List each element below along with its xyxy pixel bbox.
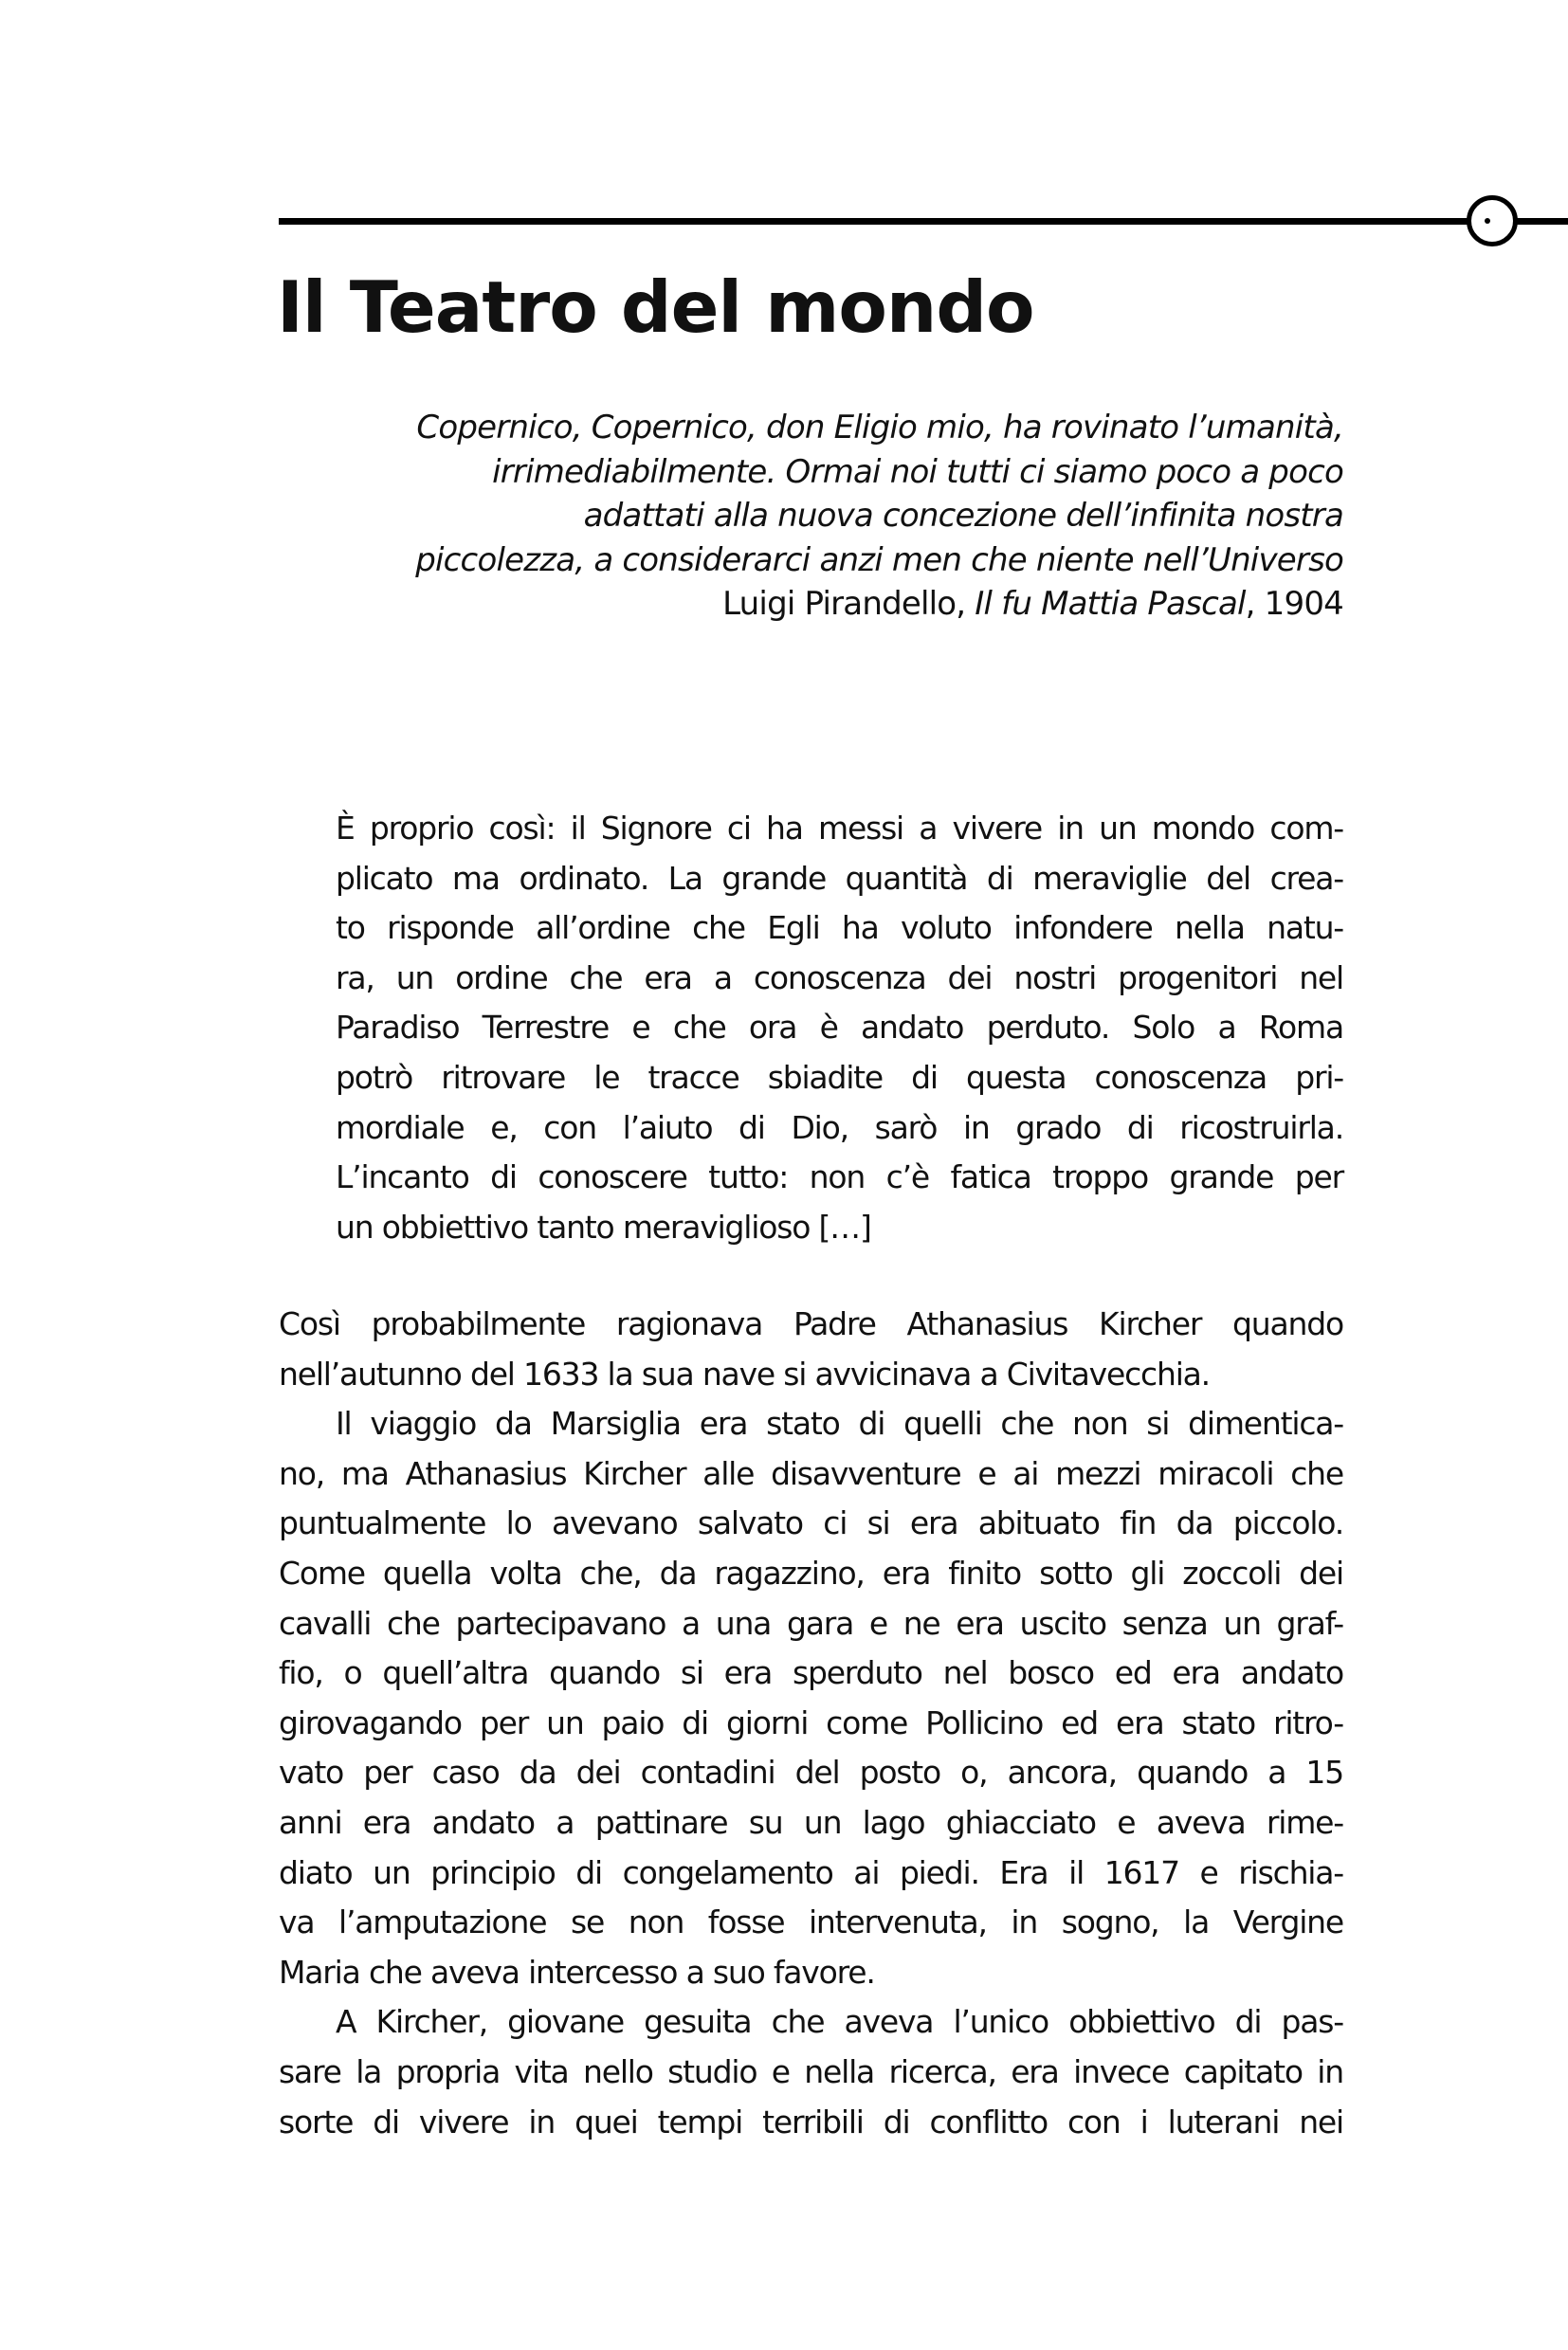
- body-line: puntualmente lo avevano salvato ci si era abituato fin da piccolo.: [279, 1504, 1343, 1542]
- body-line: fio, o quell’altra quando si era sperduto nel bosco ed era andato: [279, 1654, 1343, 1692]
- chapter-title: Il Teatro del mondo: [277, 265, 1034, 349]
- chapter-rule-tail: [1515, 218, 1568, 225]
- epigraph-attribution: [301, 582, 1343, 627]
- body-line: Così probabilmente ragionava Padre Athanasius Kircher quando: [279, 1305, 1343, 1342]
- epigraph-work-title: Il fu Mattia Pascal: [975, 585, 1246, 623]
- body-paragraph: [279, 1300, 1343, 1399]
- body-line: no, ma Athanasius Kircher alle disavventure e ai mezzi miracoli che: [279, 1454, 1343, 1492]
- epigraph-line: Copernico, Copernico, don Eligio mio, ha rovinato l’umanità,: [416, 409, 1343, 446]
- quote-line: mordiale e, con l’aiuto di Dio, sarò in grado di ricostruirla.: [336, 1108, 1343, 1146]
- circle-ornament-icon: [1467, 195, 1518, 246]
- epigraph: [301, 406, 1343, 627]
- chapter-rule: [279, 218, 1473, 225]
- quote-line: to risponde all’ordine che Egli ha voluto infondere nella natu-: [336, 909, 1343, 947]
- body-line: va l’amputazione se non fosse intervenuta, in sogno, la Vergine: [279, 1904, 1343, 1941]
- body-line: anni era andato a pattinare su un lago ghiacciato e aveva rime-: [279, 1803, 1343, 1841]
- body-line: diato un principio di congelamento ai piedi. Era il 1617 e rischia-: [279, 1853, 1343, 1891]
- body-line: Maria che aveva intercesso a suo favore.: [279, 1953, 875, 1991]
- quote-line: Paradiso Terrestre e che ora è andato perduto. Solo a Roma: [336, 1009, 1343, 1047]
- quote-line: È proprio così: il Signore ci ha messi a vivere in un mondo com-: [336, 810, 1343, 847]
- body-line: nell’autunno del 1633 la sua nave si avvicinava a Civitavecchia.: [279, 1355, 1210, 1393]
- body-line: girovagando per un paio di giorni come Pollicino ed era stato ritro-: [279, 1703, 1343, 1741]
- epigraph-line: piccolezza, a considerarci anzi men che niente nell’Universo: [415, 540, 1343, 579]
- body-line: cavalli che partecipavano a una gara e ne era uscito senza un graf-: [279, 1604, 1343, 1642]
- quote-line: potrò ritrovare le tracce sbiadite di questa conoscenza pri-: [336, 1058, 1343, 1096]
- epigraph-line: adattati alla nuova concezione dell’infinita nostra: [583, 497, 1343, 535]
- quote-line: L’incanto di conoscere tutto: non c’è fatica troppo grande per: [336, 1158, 1343, 1196]
- quote-block: [336, 804, 1343, 1252]
- body-text: [279, 1300, 1343, 2147]
- body-line: sare la propria vita nello studio e nella ricerca, era invece capitato in: [279, 2052, 1343, 2090]
- body-paragraph: [279, 1997, 1343, 2147]
- epigraph-year: , 1904: [1245, 585, 1343, 623]
- body-paragraph: [279, 1399, 1343, 1997]
- body-line: Come quella volta che, da ragazzino, era finito sotto gli zoccoli dei: [279, 1554, 1343, 1592]
- epigraph-line: irrimediabilmente. Ormai noi tutti ci siamo poco a poco: [492, 452, 1343, 491]
- quote-line: ra, un ordine che era a conoscenza dei nostri progenitori nel: [336, 958, 1343, 996]
- quote-line: plicato ma ordinato. La grande quantità di meraviglie del crea-: [336, 859, 1343, 897]
- body-line: vato per caso da dei contadini del posto o, ancora, quando a 15: [279, 1754, 1343, 1792]
- body-line: A Kircher, giovane gesuita che aveva l’unico obbiettivo di pas-: [336, 2003, 1343, 2041]
- quote-line: un obbiettivo tanto meraviglioso […]: [336, 1208, 871, 1246]
- body-line: sorte di vivere in quei tempi terribili di conflitto con i luterani nei: [279, 2103, 1343, 2141]
- circle-ornament-dot: [1485, 218, 1490, 224]
- body-line: Il viaggio da Marsiglia era stato di quelli che non si dimentica-: [336, 1405, 1343, 1443]
- epigraph-author: Luigi Pirandello,: [722, 585, 966, 623]
